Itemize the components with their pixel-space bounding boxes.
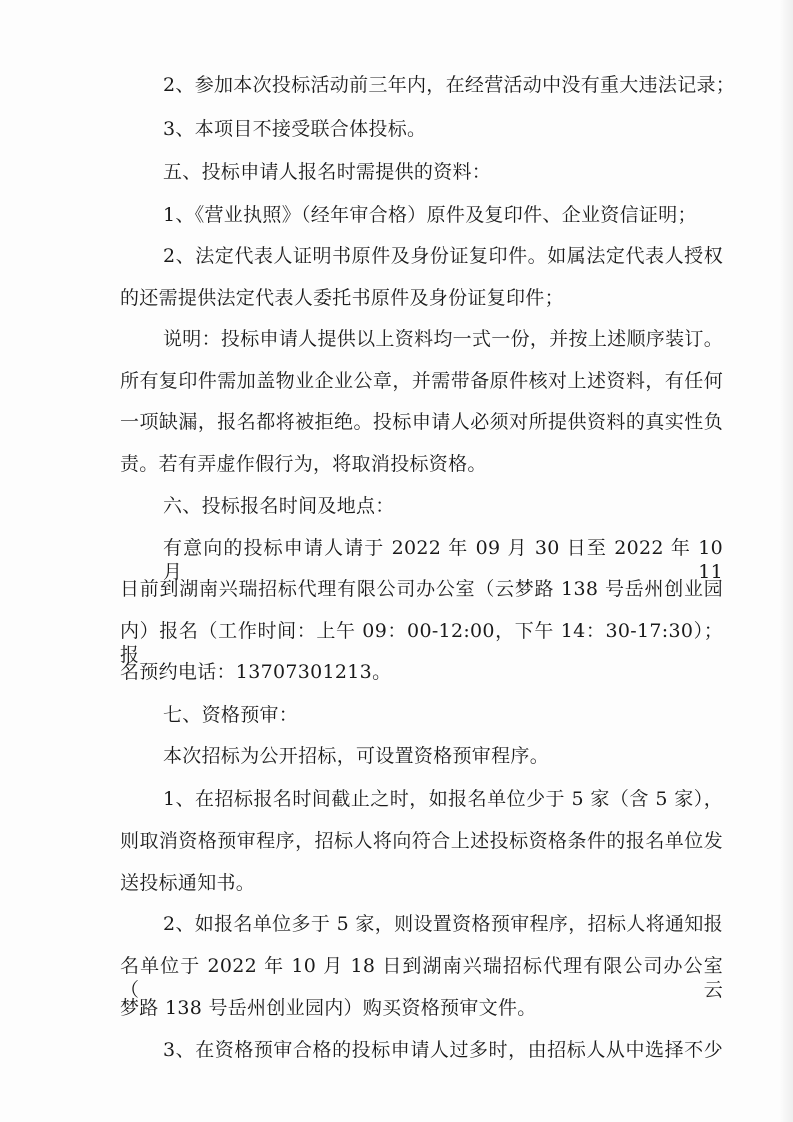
section-heading-7: 七、资格预审： (163, 704, 299, 726)
line-19: 则取消资格预审程序，招标人将向符合上述投标资格条件的报名单位发 (120, 830, 723, 852)
line-20: 送投标通知书。 (120, 872, 256, 894)
section-heading-5: 五、投标申请人报名时需提供的资料： (163, 161, 492, 183)
line-12: 有意向的投标申请人请于 2022 年 09 月 30 日至 2022 年 10 月 11 (163, 537, 723, 583)
line-15: 名预约电话：13707301213。 (120, 661, 392, 683)
line-13: 日前到湖南兴瑞招标代理有限公司办公室（云梦路 138 号岳州创业园 (120, 578, 723, 600)
line-17: 本次招标为公开招标，可设置资格预审程序。 (163, 745, 550, 767)
line-2: 3、本项目不接受联合体投标。 (163, 118, 427, 140)
line-14: 内）报名（工作时间：上午 09：00-12:00，下午 14：30-17:30）；报 (120, 620, 723, 666)
line-10: 责。若有弄虚作假行为，将取消投标资格。 (120, 453, 487, 475)
line-6: 的还需提供法定代表人委托书原件及身份证复印件； (120, 287, 564, 309)
line-22: 名单位于 2022 年 10 月 18 日到湖南兴瑞招标代理有限公司办公室（云 (120, 955, 723, 1001)
line-24: 3、在资格预审合格的投标申请人过多时，由招标人从中选择不少 (163, 1039, 723, 1061)
line-5: 2、法定代表人证明书原件及身份证复印件。如属法定代表人授权 (163, 245, 723, 267)
line-21: 2、如报名单位多于 5 家，则设置资格预审程序，招标人将通知报 (163, 913, 723, 935)
scan-edge-shadow (779, 0, 793, 1122)
line-1: 2、参加本次投标活动前三年内，在经营活动中没有重大违法记录； (163, 74, 736, 96)
line-7: 说明：投标申请人提供以上资料均一式一份，并按上述顺序装订。 (163, 328, 723, 350)
line-23: 梦路 138 号岳州创业园内）购买资格预审文件。 (120, 997, 537, 1019)
line-9: 一项缺漏，报名都将被拒绝。投标申请人必须对所提供资料的真实性负 (120, 411, 723, 433)
line-4: 1、《营业执照》（经年审合格）原件及复印件、企业资信证明； (163, 204, 697, 226)
section-heading-6: 六、投标报名时间及地点： (163, 495, 395, 517)
line-8: 所有复印件需加盖物业企业公章，并需带备原件核对上述资料，有任何 (120, 370, 723, 392)
line-18: 1、在招标报名时间截止之时，如报名单位少于 5 家（含 5 家）， (163, 788, 723, 810)
